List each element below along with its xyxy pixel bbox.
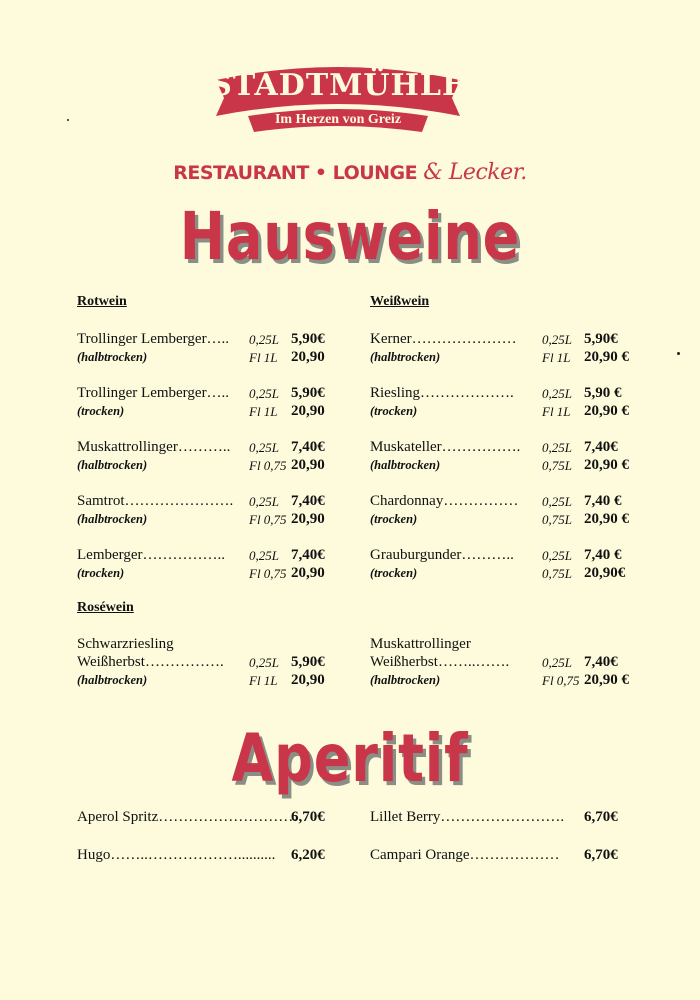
size-glass: 0,25L (249, 548, 279, 563)
tagline (0, 160, 700, 185)
wine-name: Muskattrollinger (370, 636, 471, 652)
price-bottle: 20,90 (291, 565, 325, 581)
aperitif-name: Lillet Berry……………………. (370, 809, 565, 825)
price-bottle: 20,90 € (584, 672, 629, 688)
size-bottle: Fl 1L (249, 404, 278, 419)
aperitif-item (370, 847, 660, 869)
wine-style: (halbtrocken) (77, 512, 148, 526)
wine-name: Trollinger Lemberger….. (77, 331, 230, 347)
aperitif-name: Aperol Spritz………………………. (77, 809, 297, 825)
aperitif-item (77, 847, 367, 869)
aperitif-price: 6,70€ (584, 809, 618, 825)
hausweine-title: Hausweine (179, 198, 521, 275)
price-bottle: 20,90 (291, 511, 325, 527)
price-glass: 5,90€ (584, 331, 618, 347)
price-glass: 5,90€ (291, 331, 325, 347)
size-bottle: 0,75L (542, 512, 572, 527)
price-glass: 7,40€ (584, 439, 618, 455)
price-bottle: 20,90 (291, 672, 325, 688)
wine-item (370, 439, 660, 479)
scan-speck (677, 352, 680, 355)
price-glass: 7,40€ (291, 547, 325, 563)
size-glass: 0,25L (249, 440, 279, 455)
wine-style: (trocken) (370, 404, 418, 418)
size-glass: 0,25L (542, 332, 572, 347)
wine-style: (trocken) (370, 512, 418, 526)
price-bottle: 20,90 (291, 349, 325, 365)
wine-style: (trocken) (77, 566, 125, 580)
aperitif-name: Campari Orange……………… (370, 847, 560, 863)
size-glass: 0,25L (542, 548, 572, 563)
price-bottle: 20,90 (291, 457, 325, 473)
weisswein-heading: Weißwein (370, 294, 430, 309)
size-glass: 0,25L (249, 655, 279, 670)
wine-style: (trocken) (77, 404, 125, 418)
wine-item (370, 385, 660, 425)
scan-speck (67, 119, 69, 121)
logo-subtitle: Im Herzen von Greiz (274, 112, 402, 127)
price-bottle: 20,90€ (584, 565, 626, 581)
wine-name: Riesling………………. (370, 385, 514, 401)
price-glass: 7,40 € (584, 547, 622, 563)
stadtmuehle-logo (208, 58, 468, 138)
wine-item (77, 636, 367, 694)
size-bottle: Fl 0,75 (542, 673, 580, 688)
size-glass: 0,25L (542, 386, 572, 401)
size-glass: 0,25L (542, 440, 572, 455)
wine-name: Chardonnay…………… (370, 493, 519, 509)
wine-item (77, 547, 367, 587)
wine-style: (halbtrocken) (370, 350, 441, 364)
wine-name: Lemberger…………….. (77, 547, 226, 563)
aperitif-price: 6,20€ (291, 847, 325, 863)
aperitif-item (77, 809, 367, 831)
size-bottle: 0,75L (542, 566, 572, 581)
size-glass: 0,25L (249, 332, 279, 347)
price-glass: 5,90€ (291, 385, 325, 401)
price-bottle: 20,90 € (584, 403, 629, 419)
size-bottle: Fl 1L (542, 350, 571, 365)
wine-style: (halbtrocken) (77, 673, 148, 687)
wine-name: Schwarzriesling (77, 636, 174, 652)
aperitif-price: 6,70€ (584, 847, 618, 863)
size-glass: 0,25L (542, 494, 572, 509)
wine-name-line2: Weißherbst……………. (77, 654, 224, 670)
aperitif-item (370, 809, 660, 831)
wine-name: Trollinger Lemberger….. (77, 385, 230, 401)
wine-item (77, 493, 367, 533)
size-glass: 0,25L (542, 655, 572, 670)
tagline-script: & Lecker. (423, 160, 527, 185)
rotwein-heading: Rotwein (77, 294, 127, 309)
wine-name: Grauburgunder……….. (370, 547, 514, 563)
price-glass: 5,90€ (291, 654, 325, 670)
size-bottle: Fl 0,75 (249, 566, 287, 581)
wine-item (77, 331, 367, 371)
logo-title: STADTMÜHLE (210, 68, 466, 103)
wine-style: (halbtrocken) (370, 673, 441, 687)
price-glass: 5,90 € (584, 385, 622, 401)
wine-item (77, 385, 367, 425)
size-glass: 0,25L (249, 386, 279, 401)
wine-item (370, 493, 660, 533)
wine-style: (halbtrocken) (370, 458, 441, 472)
price-glass: 7,40 € (584, 493, 622, 509)
wine-item (370, 331, 660, 371)
aperitif-title: Aperitif (231, 720, 469, 797)
size-bottle: Fl 1L (542, 404, 571, 419)
size-bottle: Fl 1L (249, 673, 278, 688)
price-bottle: 20,90 (291, 403, 325, 419)
rosewein-heading: Roséwein (77, 600, 134, 615)
size-glass: 0,25L (249, 494, 279, 509)
wine-style: (halbtrocken) (77, 458, 148, 472)
aperitif-name: Hugo……..……………….......... (77, 847, 276, 863)
wine-style: (trocken) (370, 566, 418, 580)
price-bottle: 20,90 € (584, 457, 629, 473)
wine-item (77, 439, 367, 479)
price-bottle: 20,90 € (584, 349, 629, 365)
price-glass: 7,40€ (584, 654, 618, 670)
tagline-main: RESTAURANT • LOUNGE (173, 162, 424, 184)
wine-name: Samtrot…………………. (77, 493, 234, 509)
wine-item (370, 636, 660, 694)
wine-style: (halbtrocken) (77, 350, 148, 364)
price-bottle: 20,90 € (584, 511, 629, 527)
size-bottle: 0,75L (542, 458, 572, 473)
wine-item (370, 547, 660, 587)
price-glass: 7,40€ (291, 493, 325, 509)
size-bottle: Fl 0,75 (249, 512, 287, 527)
size-bottle: Fl 1L (249, 350, 278, 365)
wine-name: Muskattrollinger……….. (77, 439, 231, 455)
size-bottle: Fl 0,75 (249, 458, 287, 473)
wine-name: Muskateller……………. (370, 439, 521, 455)
wine-name-line2: Weißherbst……..……. (370, 654, 510, 670)
price-glass: 7,40€ (291, 439, 325, 455)
aperitif-price: 6,70€ (291, 809, 325, 825)
wine-name: Kerner………………… (370, 331, 517, 347)
